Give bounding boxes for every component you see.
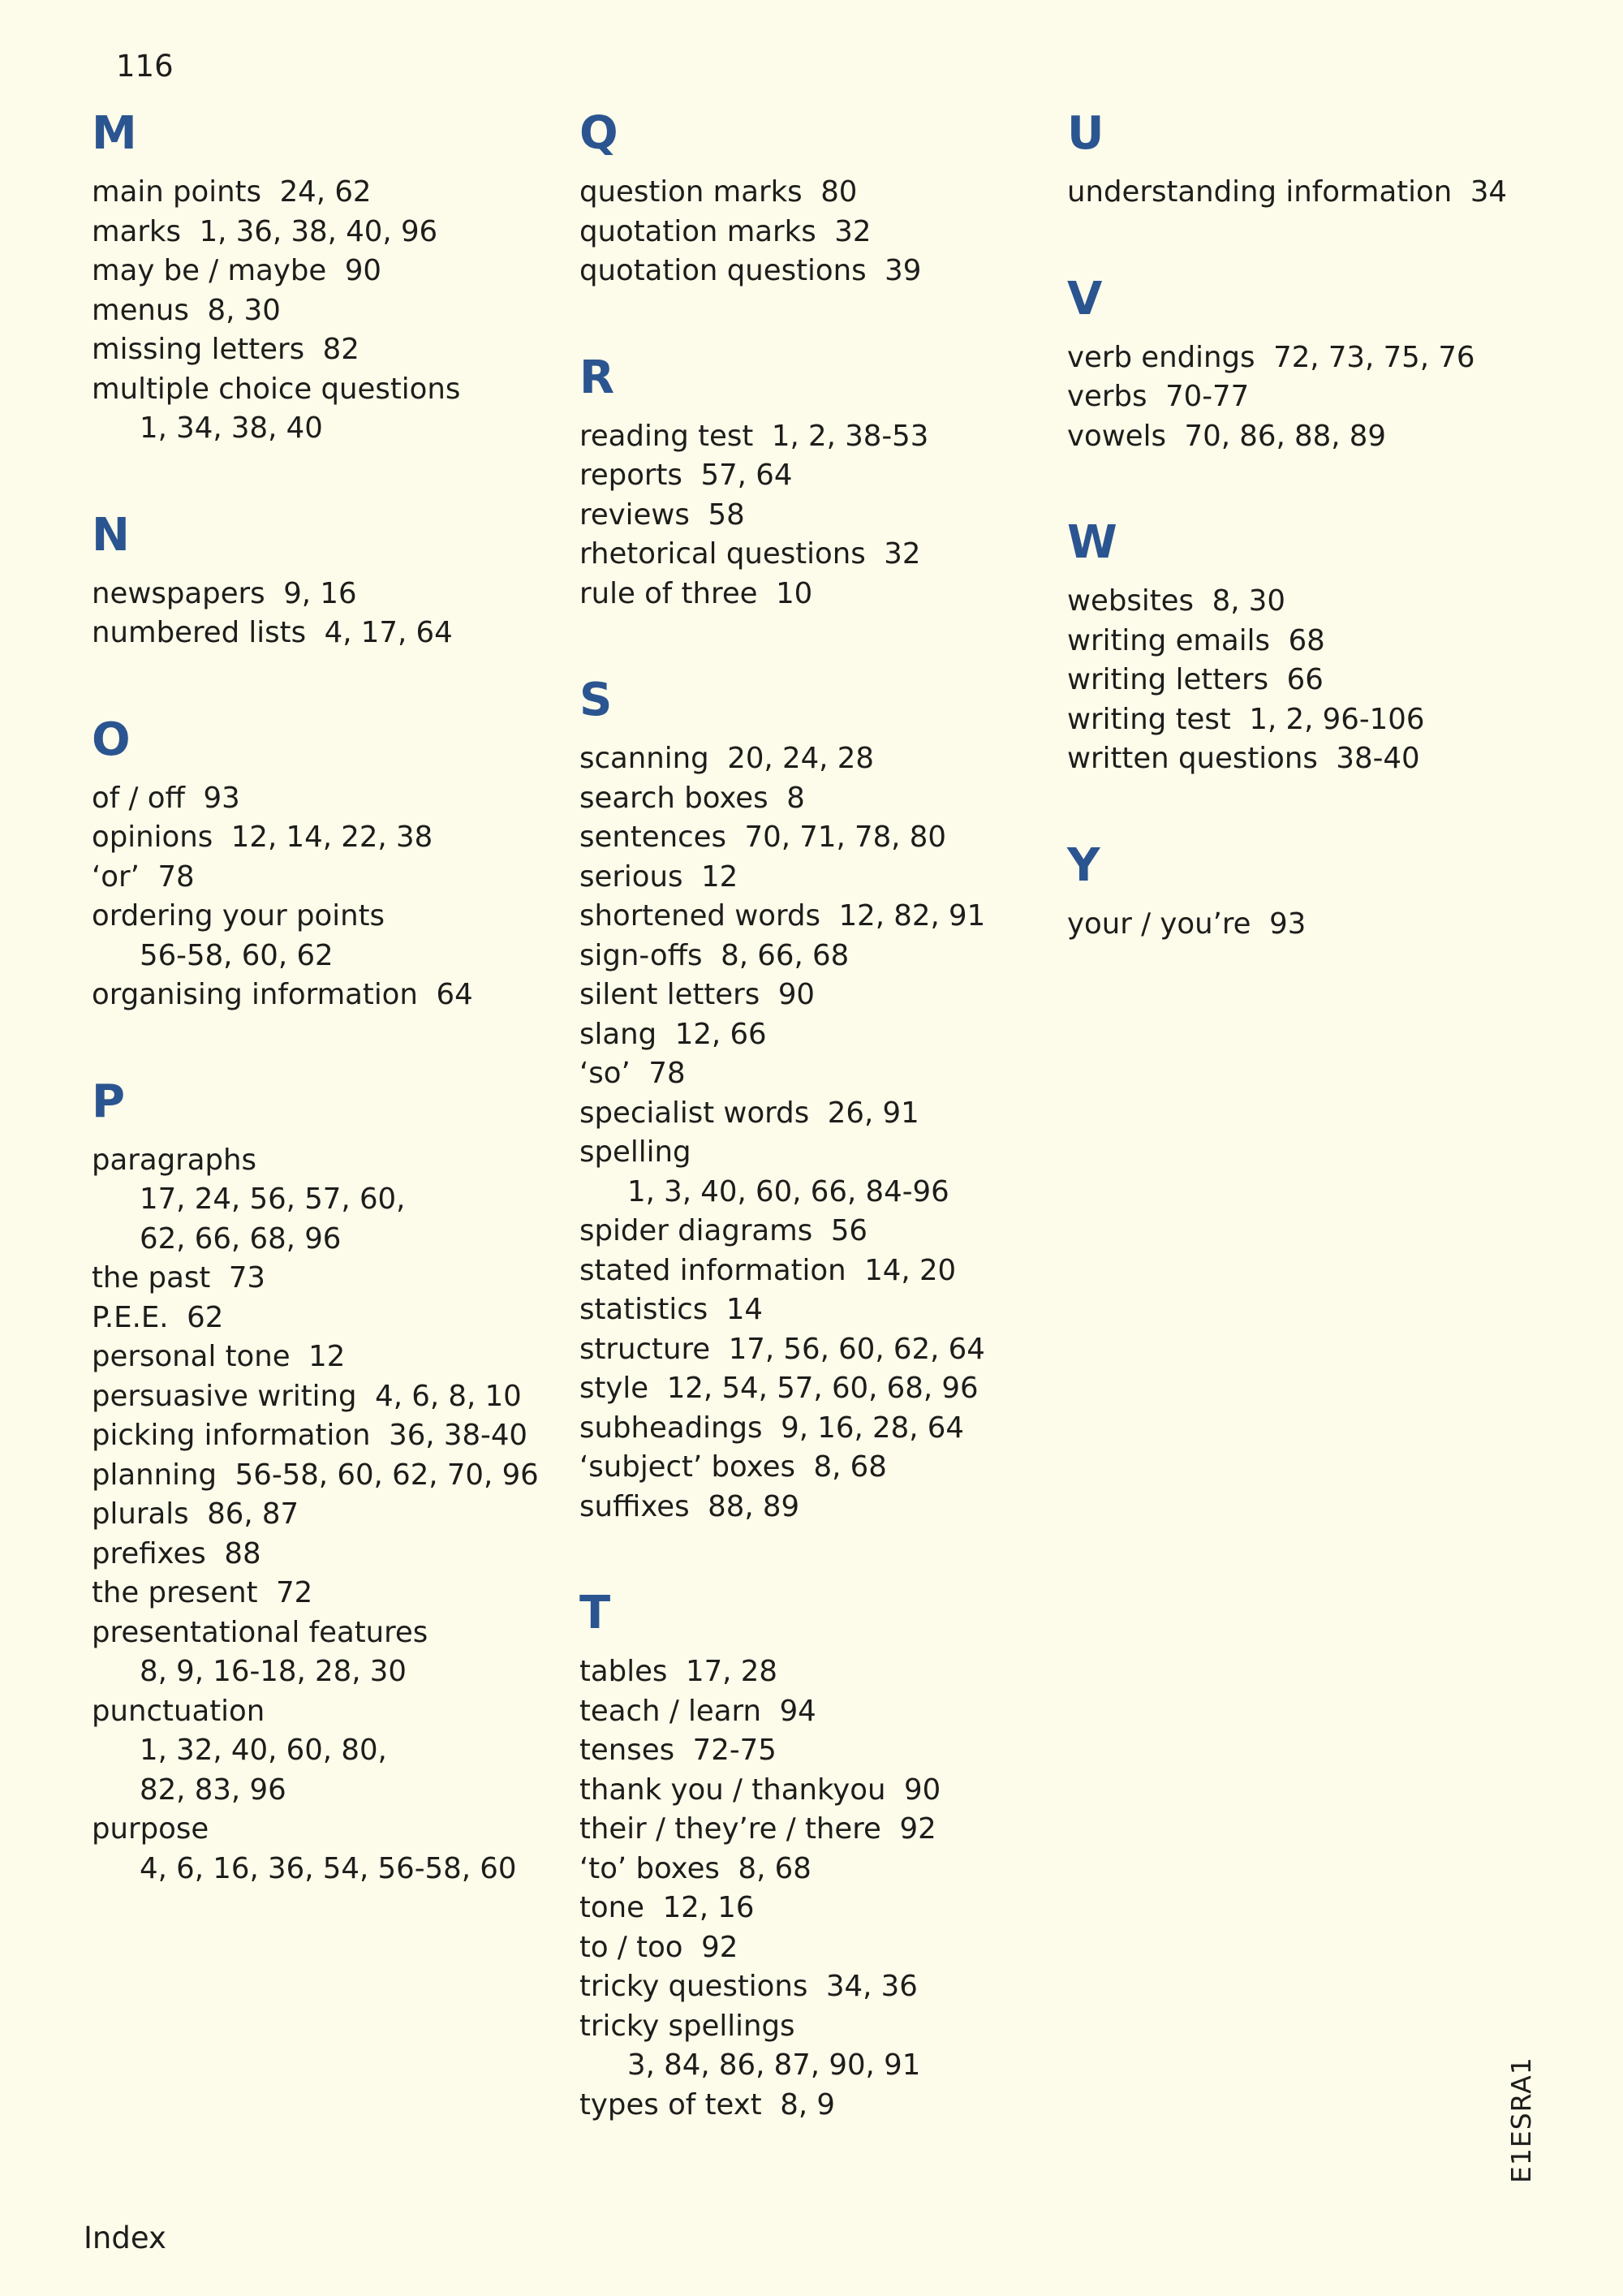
entry-pages: 9, 16, 28, 64 bbox=[781, 1411, 964, 1445]
entry-term: your / you’re bbox=[1067, 907, 1251, 941]
index-entry bbox=[92, 614, 546, 653]
index-entry bbox=[579, 173, 1034, 213]
index-entry bbox=[1067, 377, 1522, 417]
entry-pages: 72, 73, 75, 76 bbox=[1273, 340, 1475, 374]
index-entry bbox=[579, 2007, 1034, 2086]
entry-term: subheadings bbox=[579, 1411, 763, 1445]
entry-term: tables bbox=[579, 1655, 668, 1688]
entry-term: prefixes bbox=[92, 1536, 206, 1570]
index-column-2 bbox=[579, 106, 1034, 2183]
index-entry bbox=[579, 535, 1034, 575]
index-entry bbox=[579, 1054, 1034, 1094]
entry-pages: 12, 14, 22, 38 bbox=[230, 821, 433, 854]
index-section-m bbox=[92, 106, 546, 449]
entry-term: multiple choice questions bbox=[92, 372, 461, 406]
index-entry bbox=[92, 291, 546, 331]
entry-term: writing test bbox=[1067, 702, 1231, 736]
index-entry bbox=[579, 1015, 1034, 1055]
index-entry bbox=[92, 818, 546, 858]
index-entry bbox=[579, 1409, 1034, 1449]
index-entry bbox=[579, 1967, 1034, 2007]
section-letter: M bbox=[92, 107, 137, 160]
entry-pages: 70-77 bbox=[1165, 380, 1250, 413]
index-entry bbox=[579, 1731, 1034, 1771]
entry-pages: 88 bbox=[224, 1536, 261, 1570]
section-letter: W bbox=[1067, 516, 1117, 569]
entry-pages: 8, 9 bbox=[780, 2087, 835, 2122]
index-entry bbox=[579, 1488, 1034, 1527]
index-entry bbox=[579, 1928, 1034, 1968]
index-entry bbox=[92, 1338, 546, 1377]
index-entry bbox=[1067, 338, 1522, 378]
entry-term: stated information bbox=[579, 1253, 846, 1287]
index-entry bbox=[1067, 582, 1522, 622]
index-section-y bbox=[1067, 838, 1522, 945]
index-entry bbox=[92, 1377, 546, 1417]
entry-pages: 92 bbox=[899, 1812, 936, 1846]
entry-term: persuasive writing bbox=[92, 1379, 357, 1413]
entry-term: teach / learn bbox=[579, 1694, 761, 1728]
entry-pages: 17, 24, 56, 57, 60, bbox=[140, 1182, 406, 1216]
entry-pages: 90 bbox=[344, 254, 382, 287]
entry-pages: 90 bbox=[777, 978, 816, 1011]
index-entry bbox=[92, 897, 546, 976]
entry-term: tricky spellings bbox=[579, 2009, 795, 2043]
entry-term: shortened words bbox=[579, 899, 820, 933]
entry-term: to / too bbox=[579, 1930, 683, 1964]
entry-term: plurals bbox=[92, 1497, 189, 1531]
index-section-w bbox=[1067, 515, 1522, 779]
index-entry bbox=[579, 2086, 1034, 2126]
index-section-s bbox=[579, 672, 1034, 1527]
entry-term: picking information bbox=[92, 1419, 371, 1452]
section-letter: U bbox=[1067, 107, 1104, 160]
entry-term: tone bbox=[579, 1891, 644, 1924]
index-entry bbox=[92, 779, 546, 819]
index-entry bbox=[579, 858, 1034, 898]
entry-term: opinions bbox=[92, 821, 213, 854]
entry-term: the present bbox=[92, 1576, 258, 1609]
entry-pages: 14 bbox=[725, 1293, 764, 1326]
index-entry bbox=[579, 1692, 1034, 1732]
entry-pages: 57, 64 bbox=[700, 459, 793, 492]
entry-pages: 26, 91 bbox=[827, 1096, 919, 1130]
index-section-v bbox=[1067, 271, 1522, 457]
index-entry bbox=[579, 1133, 1034, 1212]
entry-term: of / off bbox=[92, 781, 185, 815]
entry-term: slang bbox=[579, 1017, 657, 1051]
entry-pages: 8, 9, 16-18, 28, 30 bbox=[140, 1655, 407, 1688]
index-entry bbox=[579, 456, 1034, 496]
entry-term: spelling bbox=[579, 1135, 691, 1169]
entry-pages: 32 bbox=[834, 214, 872, 248]
entry-term: writing letters bbox=[1067, 663, 1269, 696]
index-entry bbox=[92, 1141, 546, 1260]
entry-term: reports bbox=[579, 459, 682, 492]
entry-term: newspapers bbox=[92, 576, 265, 610]
index-entry bbox=[579, 897, 1034, 937]
entry-pages: 70, 86, 88, 89 bbox=[1184, 419, 1386, 453]
entry-pages: 66 bbox=[1286, 663, 1324, 696]
entry-term: understanding information bbox=[1067, 175, 1453, 209]
index-entry bbox=[92, 213, 546, 252]
index-entry bbox=[92, 1692, 546, 1811]
index-entry bbox=[92, 1574, 546, 1613]
entry-term: purpose bbox=[92, 1812, 209, 1846]
entry-term: rhetorical questions bbox=[579, 537, 866, 571]
entry-pages: 32 bbox=[884, 537, 921, 571]
entry-pages: 93 bbox=[203, 781, 240, 815]
index-entry bbox=[92, 1613, 546, 1692]
index-entry bbox=[579, 976, 1034, 1015]
entry-term: menus bbox=[92, 293, 189, 327]
index-entry bbox=[579, 417, 1034, 457]
index-entry bbox=[579, 496, 1034, 536]
entry-term: verbs bbox=[1067, 380, 1147, 413]
index-entry bbox=[92, 370, 546, 449]
entry-pages: 4, 6, 16, 36, 54, 56-58, 60 bbox=[140, 1851, 517, 1885]
section-letter: T bbox=[579, 1587, 611, 1639]
entry-pages: 86, 87 bbox=[207, 1497, 299, 1531]
entry-term: main points bbox=[92, 175, 262, 209]
entry-pages: 17, 28 bbox=[686, 1655, 777, 1688]
entry-pages: 34 bbox=[1470, 175, 1508, 209]
entry-pages: 4, 6, 8, 10 bbox=[375, 1379, 522, 1413]
entry-term: paragraphs bbox=[92, 1143, 257, 1177]
index-entry bbox=[1067, 417, 1522, 457]
entry-pages: 78 bbox=[648, 1057, 686, 1090]
entry-pages: 1, 36, 38, 40, 96 bbox=[199, 214, 438, 248]
entry-term: statistics bbox=[579, 1293, 708, 1326]
index-entry bbox=[579, 252, 1034, 291]
entry-term: personal tone bbox=[92, 1340, 291, 1373]
index-section-p bbox=[92, 1074, 546, 1889]
entry-pages: 4, 17, 64 bbox=[324, 616, 453, 649]
entry-term: scanning bbox=[579, 742, 709, 775]
index-entry bbox=[92, 173, 546, 213]
entry-term: missing letters bbox=[92, 333, 305, 366]
entry-pages: 9, 16 bbox=[283, 576, 357, 610]
index-entry bbox=[1067, 622, 1522, 661]
entry-pages: 64 bbox=[436, 978, 473, 1011]
index-section-q bbox=[579, 106, 1034, 291]
entry-term: ‘so’ bbox=[579, 1057, 631, 1090]
entry-term: organising information bbox=[92, 978, 418, 1011]
index-entry bbox=[92, 252, 546, 291]
index-entry bbox=[579, 213, 1034, 252]
index-entry bbox=[579, 575, 1034, 614]
index-entry bbox=[579, 1889, 1034, 1928]
entry-pages: 8, 66, 68 bbox=[721, 938, 850, 972]
section-letter: O bbox=[92, 713, 131, 766]
entry-term: planning bbox=[92, 1458, 217, 1492]
entry-term: presentational features bbox=[92, 1615, 428, 1649]
entry-term: ‘subject’ boxes bbox=[579, 1450, 795, 1484]
entry-pages: 36, 38-40 bbox=[389, 1419, 528, 1452]
index-entry bbox=[92, 1299, 546, 1338]
index-entry bbox=[92, 1259, 546, 1299]
section-letter: Q bbox=[579, 107, 618, 160]
entry-term: serious bbox=[579, 859, 683, 894]
entry-pages: 39 bbox=[885, 254, 922, 287]
entry-pages: 3, 84, 86, 87, 90, 91 bbox=[627, 2048, 921, 2082]
entry-pages: 88, 89 bbox=[708, 1489, 800, 1523]
entry-pages: 14, 20 bbox=[864, 1253, 957, 1287]
entry-pages: 8, 68 bbox=[738, 1851, 812, 1885]
entry-pages-continued: 82, 83, 96 bbox=[140, 1773, 286, 1807]
index-entry bbox=[579, 1771, 1034, 1811]
entry-term: their / they’re / there bbox=[579, 1812, 881, 1846]
entry-pages: 73 bbox=[228, 1261, 266, 1294]
index-section-u bbox=[1067, 106, 1522, 213]
entry-pages: 1, 32, 40, 60, 80, bbox=[140, 1734, 387, 1767]
entry-pages: 17, 56, 60, 62, 64 bbox=[728, 1332, 985, 1366]
index-entry bbox=[92, 330, 546, 370]
entry-pages: 34, 36 bbox=[825, 1970, 918, 2003]
index-column-3 bbox=[1067, 106, 1522, 1002]
entry-term: thank you / thankyou bbox=[579, 1773, 886, 1807]
index-entry bbox=[92, 1535, 546, 1574]
entry-term: ‘to’ boxes bbox=[579, 1851, 720, 1885]
entry-pages: 1, 2, 38-53 bbox=[771, 419, 929, 453]
entry-pages: 58 bbox=[708, 498, 745, 532]
index-entry bbox=[1067, 173, 1522, 213]
entry-term: sign-offs bbox=[579, 938, 703, 972]
entry-term: ‘or’ bbox=[92, 859, 140, 894]
section-letter: V bbox=[1067, 272, 1103, 325]
page-number: 116 bbox=[116, 49, 174, 84]
entry-term: rule of three bbox=[579, 576, 758, 610]
index-entry bbox=[92, 1416, 546, 1456]
side-code: E1ESRA1 bbox=[1505, 2057, 1537, 2183]
entry-term: the past bbox=[92, 1261, 211, 1294]
entry-pages-continued: 62, 66, 68, 96 bbox=[140, 1221, 342, 1256]
entry-term: structure bbox=[579, 1332, 711, 1366]
entry-term: marks bbox=[92, 214, 181, 248]
entry-pages: 12, 82, 91 bbox=[838, 899, 986, 933]
entry-pages: 10 bbox=[776, 576, 813, 610]
entry-term: vowels bbox=[1067, 419, 1166, 453]
section-letter: R bbox=[579, 351, 615, 404]
index-entry bbox=[579, 1369, 1034, 1409]
index-entry bbox=[579, 1652, 1034, 1692]
entry-term: verb endings bbox=[1067, 340, 1255, 374]
index-entry bbox=[92, 1495, 546, 1535]
index-column-1 bbox=[92, 106, 546, 1947]
entry-term: tenses bbox=[579, 1734, 675, 1767]
index-entry bbox=[1067, 700, 1522, 740]
index-entry bbox=[579, 1094, 1034, 1134]
entry-term: suffixes bbox=[579, 1489, 690, 1523]
entry-pages: 93 bbox=[1269, 907, 1307, 941]
index-entry bbox=[579, 1212, 1034, 1251]
section-letter: N bbox=[92, 508, 130, 562]
entry-pages: 70, 71, 78, 80 bbox=[744, 821, 946, 854]
index-entry bbox=[579, 937, 1034, 976]
entry-pages: 1, 2, 96-106 bbox=[1249, 702, 1425, 736]
index-entry bbox=[579, 739, 1034, 779]
entry-term: tricky questions bbox=[579, 1970, 808, 2003]
entry-term: question marks bbox=[579, 175, 803, 209]
footer-label: Index bbox=[84, 2221, 166, 2255]
entry-pages: 8 bbox=[786, 781, 805, 815]
entry-term: reviews bbox=[579, 498, 690, 532]
entry-term: numbered lists bbox=[92, 616, 307, 649]
entry-term: silent letters bbox=[579, 978, 760, 1011]
index-section-t bbox=[579, 1585, 1034, 2125]
entry-term: spider diagrams bbox=[579, 1214, 813, 1247]
entry-pages: 72-75 bbox=[692, 1734, 777, 1767]
index-entry bbox=[92, 575, 546, 614]
index-entry bbox=[579, 1251, 1034, 1291]
entry-pages: 1, 3, 40, 60, 66, 84-96 bbox=[627, 1174, 949, 1208]
index-section-r bbox=[579, 350, 1034, 614]
index-entry bbox=[1067, 905, 1522, 945]
entry-pages: 72 bbox=[276, 1576, 313, 1609]
entry-term: types of text bbox=[579, 2087, 762, 2122]
entry-pages: 92 bbox=[701, 1930, 738, 1964]
section-letter: P bbox=[92, 1075, 126, 1128]
entry-pages: 68 bbox=[1288, 623, 1325, 657]
index-entry bbox=[579, 1448, 1034, 1488]
index-entry bbox=[92, 1810, 546, 1889]
entry-term: P.E.E. bbox=[92, 1300, 169, 1334]
entry-pages: 56 bbox=[830, 1214, 868, 1247]
entry-pages: 12, 66 bbox=[674, 1017, 767, 1051]
entry-pages: 38-40 bbox=[1336, 742, 1420, 775]
entry-term: quotation questions bbox=[579, 254, 867, 287]
index-entry bbox=[1067, 661, 1522, 700]
index-entry bbox=[579, 1850, 1034, 1889]
entry-term: ordering your points bbox=[92, 899, 385, 933]
index-entry bbox=[92, 976, 546, 1015]
entry-pages: 94 bbox=[779, 1694, 816, 1728]
index-entry bbox=[579, 1330, 1034, 1370]
entry-pages: 80 bbox=[820, 175, 858, 209]
index-entry bbox=[579, 779, 1034, 819]
entry-pages: 12 bbox=[701, 859, 738, 894]
index-entry bbox=[92, 858, 546, 898]
index-entry bbox=[579, 1290, 1034, 1330]
section-letter: S bbox=[579, 674, 613, 726]
entry-pages: 82 bbox=[322, 333, 359, 366]
index-entry bbox=[1067, 739, 1522, 779]
index-section-o bbox=[92, 712, 546, 1015]
entry-pages: 78 bbox=[157, 859, 195, 894]
entry-term: websites bbox=[1067, 584, 1195, 618]
index-entry bbox=[579, 818, 1034, 858]
entry-pages: 56-58, 60, 62, 70, 96 bbox=[235, 1458, 539, 1492]
entry-pages: 62 bbox=[187, 1300, 224, 1334]
entry-term: specialist words bbox=[579, 1096, 810, 1130]
entry-pages: 12, 16 bbox=[662, 1891, 755, 1924]
entry-term: sentences bbox=[579, 821, 726, 854]
entry-pages: 12 bbox=[308, 1340, 346, 1373]
entry-term: punctuation bbox=[92, 1694, 265, 1728]
entry-pages: 56-58, 60, 62 bbox=[140, 938, 334, 972]
entry-pages: 20, 24, 28 bbox=[727, 742, 874, 775]
entry-term: style bbox=[579, 1372, 649, 1405]
entry-pages: 8, 68 bbox=[813, 1450, 887, 1484]
entry-pages: 8, 30 bbox=[1212, 584, 1285, 618]
section-letter: Y bbox=[1067, 838, 1100, 892]
index-entry bbox=[92, 1456, 546, 1496]
entry-pages: 24, 62 bbox=[279, 175, 372, 209]
entry-pages: 90 bbox=[904, 1773, 941, 1807]
entry-pages: 8, 30 bbox=[207, 293, 281, 327]
entry-pages: 12, 54, 57, 60, 68, 96 bbox=[666, 1372, 979, 1405]
index-section-n bbox=[92, 507, 546, 653]
entry-term: reading test bbox=[579, 419, 754, 453]
entry-pages: 1, 34, 38, 40 bbox=[140, 411, 323, 445]
entry-term: quotation marks bbox=[579, 214, 816, 248]
entry-term: written questions bbox=[1067, 742, 1318, 775]
entry-term: writing emails bbox=[1067, 623, 1270, 657]
index-entry bbox=[579, 1810, 1034, 1850]
entry-term: search boxes bbox=[579, 781, 768, 815]
entry-term: may be / maybe bbox=[92, 254, 327, 287]
